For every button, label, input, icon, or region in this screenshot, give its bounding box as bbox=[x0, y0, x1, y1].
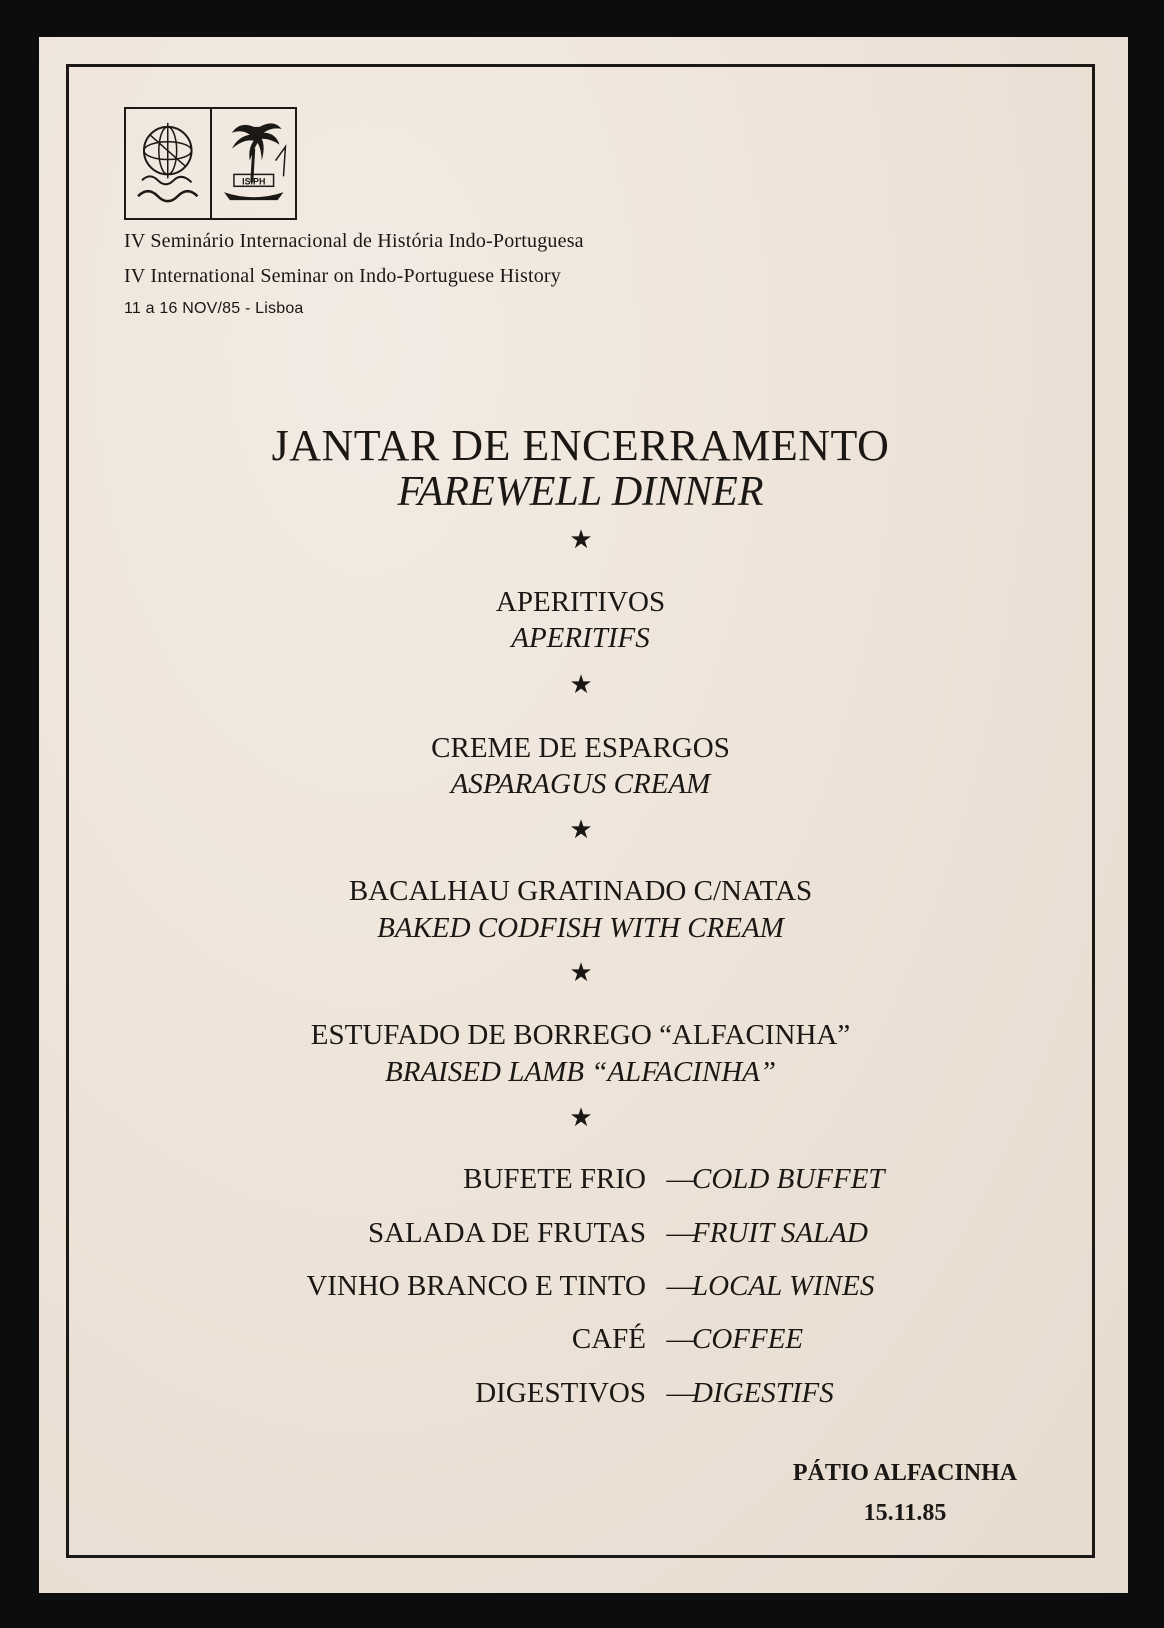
extra-en: COLD BUFFET bbox=[692, 1163, 885, 1195]
extra-en: DIGESTIFS bbox=[692, 1377, 834, 1409]
extra-en: FRUIT SALAD bbox=[692, 1217, 868, 1249]
palm-tree-ship-icon bbox=[212, 109, 296, 218]
extra-pt: CAFÉ bbox=[571, 1323, 646, 1355]
extra-pt: DIGESTIVOS bbox=[475, 1377, 646, 1409]
seminar-name-en: IV International Seminar on Indo-Portuguese History bbox=[124, 265, 561, 287]
course-en: ASPARAGUS CREAM bbox=[450, 768, 711, 800]
extra-pt: BUFETE FRIO bbox=[463, 1163, 646, 1195]
title-pt: JANTAR DE ENCERRAMENTO bbox=[271, 421, 890, 470]
seminar-logo bbox=[124, 107, 297, 220]
seminar-name-pt: IV Seminário Internacional de História Indo-Portuguesa bbox=[124, 230, 584, 252]
star-icon: ★ bbox=[569, 525, 593, 554]
extra-en: LOCAL WINES bbox=[692, 1270, 875, 1302]
dash: — bbox=[666, 1217, 696, 1249]
course-en: APERITIFS bbox=[511, 622, 650, 654]
extra-pt: VINHO BRANCO E TINTO bbox=[306, 1270, 646, 1302]
course-pt: APERITIVOS bbox=[495, 586, 666, 618]
star-icon: ★ bbox=[569, 958, 593, 987]
course-en: BAKED CODFISH WITH CREAM bbox=[377, 912, 784, 944]
venue-name: PÁTIO ALFACINHA bbox=[792, 1460, 1018, 1486]
course-pt: BACALHAU GRATINADO C/NATAS bbox=[348, 875, 813, 907]
star-icon: ★ bbox=[569, 815, 593, 844]
star-icon: ★ bbox=[569, 670, 593, 699]
svg-text:ISIPH: ISIPH bbox=[241, 176, 265, 187]
dash: — bbox=[666, 1163, 696, 1195]
extra-pt: SALADA DE FRUTAS bbox=[367, 1217, 646, 1249]
event-date: 15.11.85 bbox=[863, 1500, 947, 1526]
star-icon: ★ bbox=[569, 1103, 593, 1132]
title-en: FAREWELL DINNER bbox=[397, 469, 764, 515]
dash: — bbox=[666, 1377, 696, 1409]
dash: — bbox=[666, 1323, 696, 1355]
seminar-dates: 11 a 16 NOV/85 - Lisboa bbox=[124, 300, 304, 317]
course-pt: ESTUFADO DE BORREGO “ALFACINHA” bbox=[310, 1019, 851, 1051]
course-en: BRAISED LAMB “ALFACINHA” bbox=[385, 1056, 776, 1088]
course-pt: CREME DE ESPARGOS bbox=[431, 732, 730, 764]
extra-en: COFFEE bbox=[692, 1323, 804, 1355]
armillary-sphere-icon bbox=[126, 109, 212, 218]
dash: — bbox=[666, 1270, 696, 1302]
